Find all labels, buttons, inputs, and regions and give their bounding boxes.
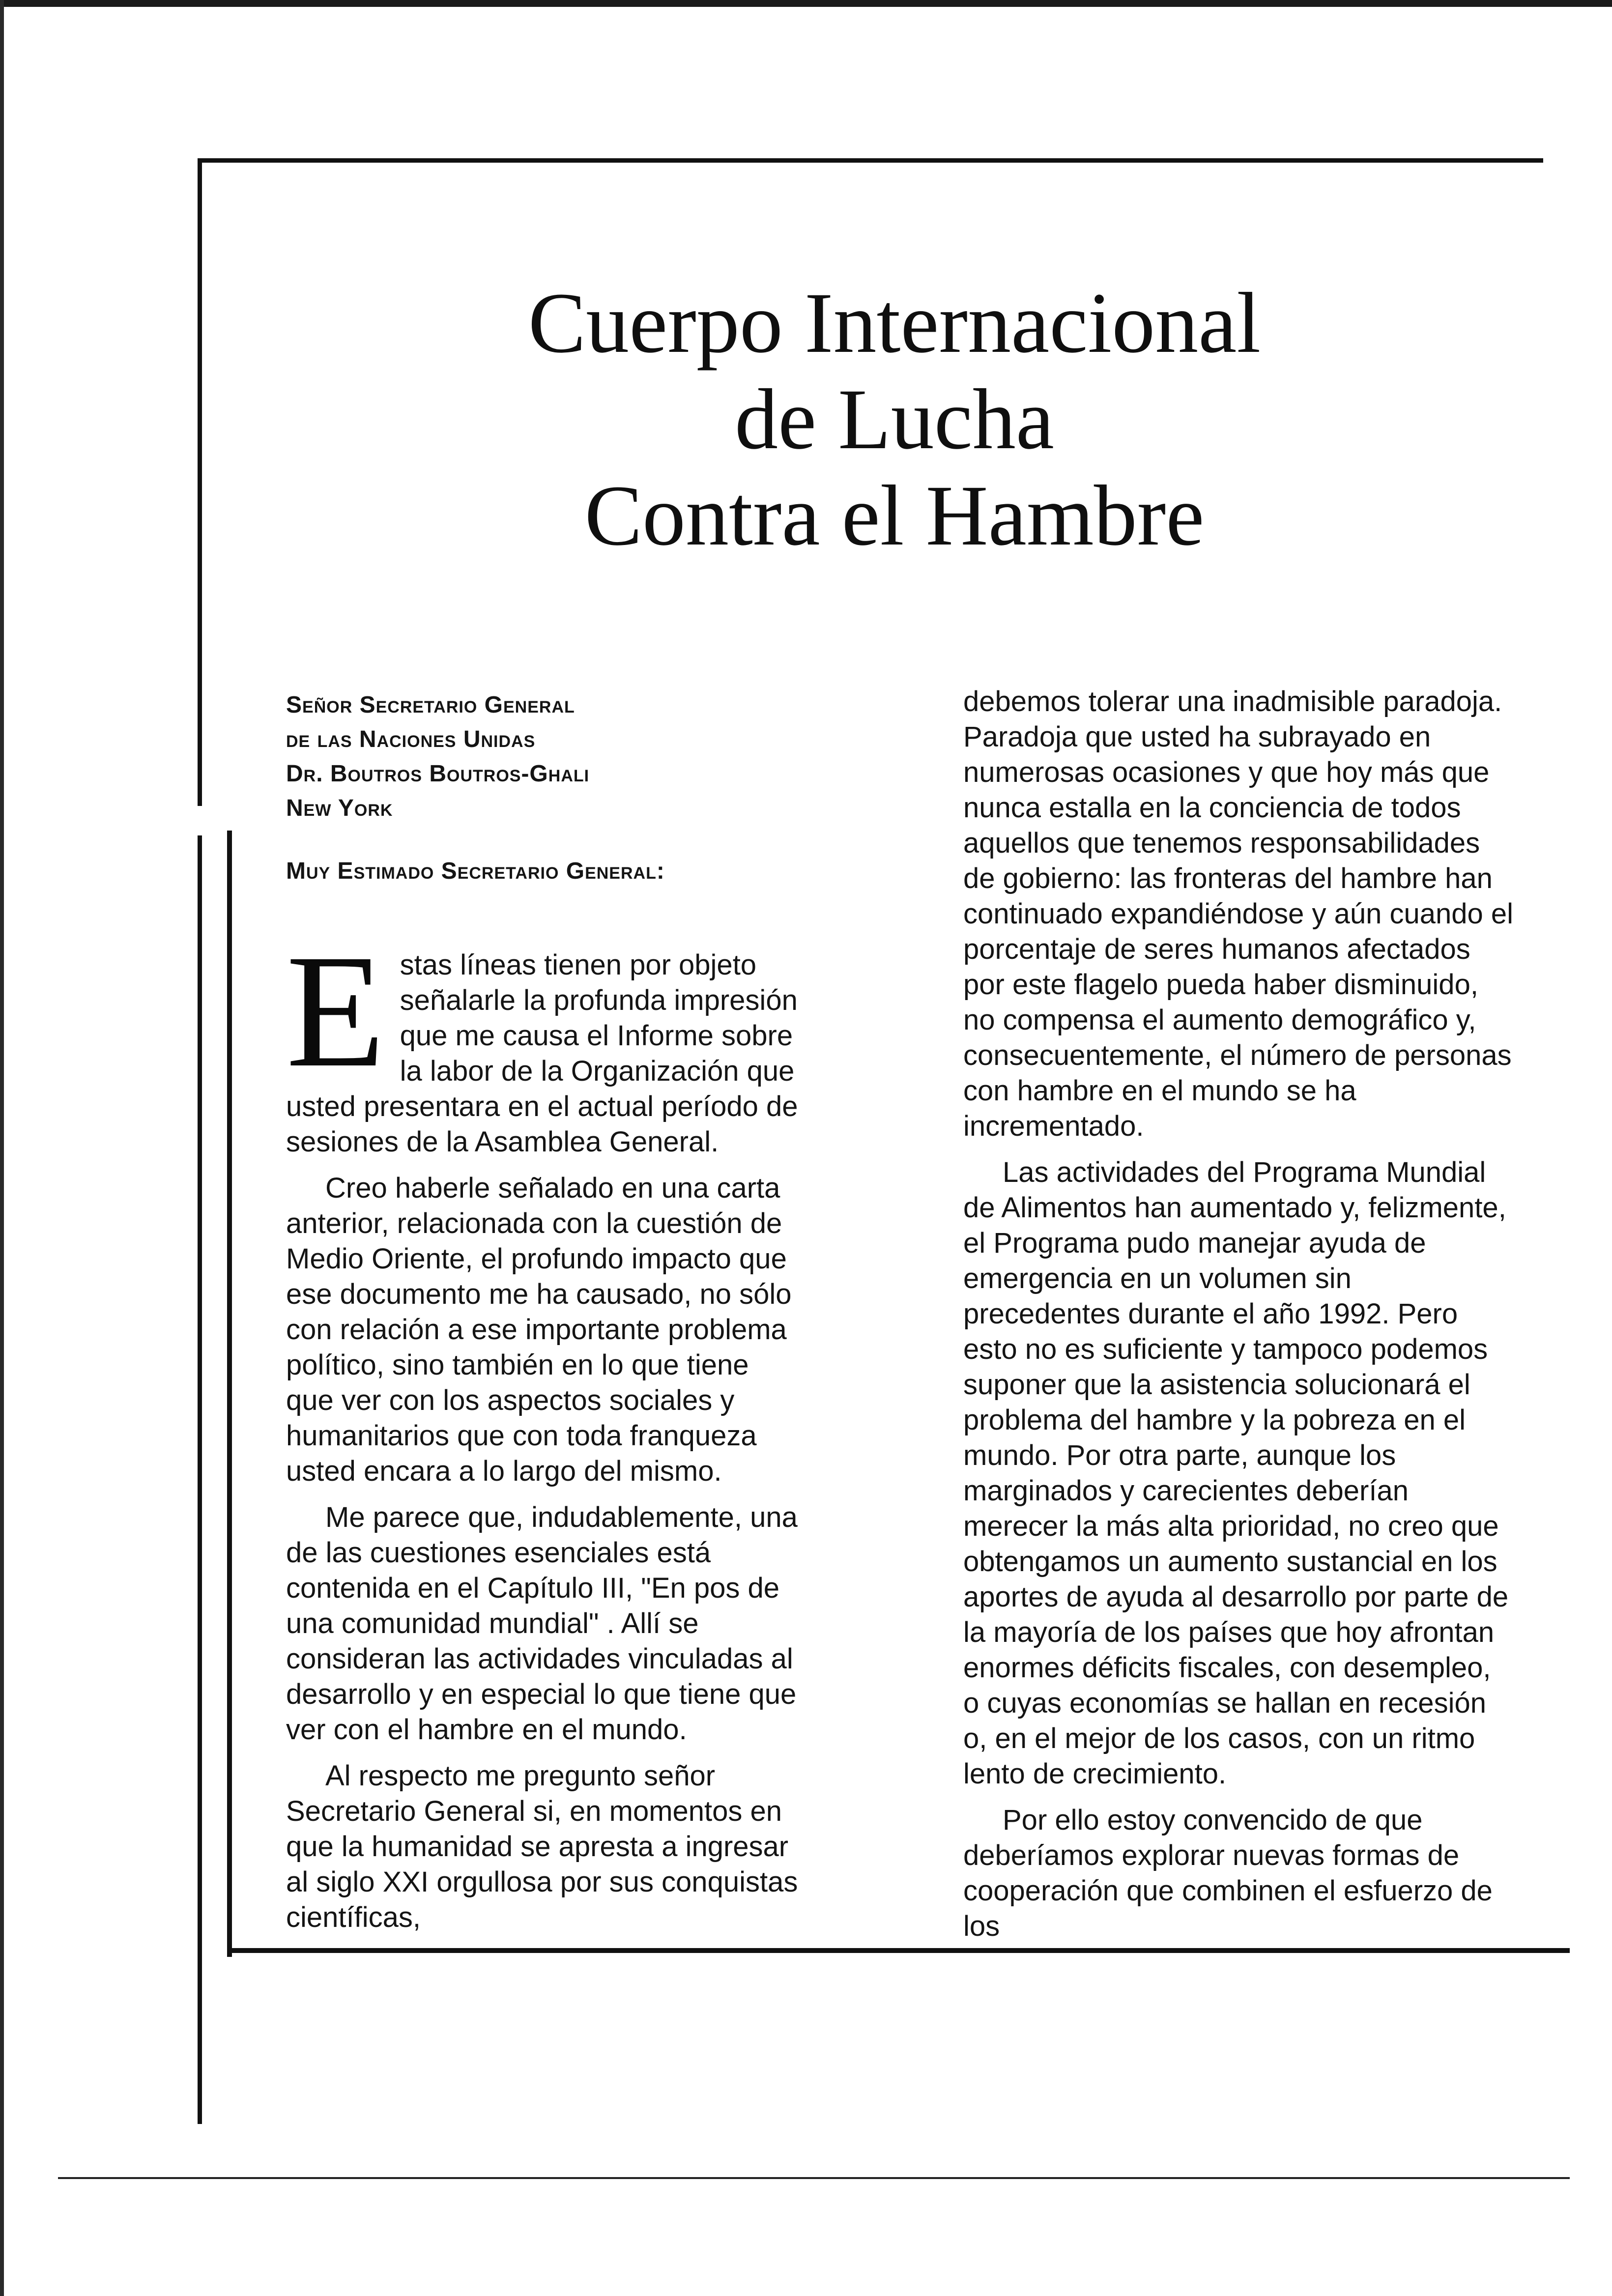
title-line-2: de Lucha xyxy=(735,372,1054,467)
scan-left-edge xyxy=(0,0,4,2296)
frame-left-lower-rule xyxy=(227,831,232,1957)
addressee-line-2: de las Naciones Unidas xyxy=(286,726,536,752)
page-title xyxy=(344,275,1445,564)
frame-top-rule xyxy=(198,158,1543,163)
addressee-line-3: Dr. Boutros Boutros-Ghali xyxy=(286,761,590,787)
left-column xyxy=(286,688,802,1946)
paragraph-1 xyxy=(286,921,802,1160)
paragraph-3: Me parece que, indudablemente, una de las cuestiones esenciales está contenida en el Capítulo III, "En pos de una comunidad mundial" . Allí se consideran las actividades vinculadas al desarrollo y en especial lo que tiene que ver con el hambre en el mundo. xyxy=(286,1501,798,1746)
title-line-3: Contra el Hambre xyxy=(584,468,1205,564)
frame-left-rule xyxy=(198,158,202,2124)
paragraph-6: Por ello estoy convencido de que deberíamos explorar nuevas formas de cooperación que combinen el esfuerzo de los xyxy=(963,1804,1493,1942)
paragraph-4-continued: debemos tolerar una inadmisible paradoja. Paradoja que usted ha subrayado en numerosas ocasiones y que hoy más que nunca estalla en la conciencia de todos aquellos que tenemos responsabilidades de gobierno: las fronteras del hambre han continuado expandiéndose y aún cuando el porcentaje de seres humanos afectados por este flagelo pueda haber disminuido, no compensa el aumento demográfico y, consecuentemente, el número de personas con hambre en el mundo se ha incrementado. xyxy=(963,686,1514,1142)
right-column xyxy=(963,684,1514,1955)
paragraph-5: Las actividades del Programa Mundial de Alimentos han aumentado y, felizmente, el Programa pudo manejar ayuda de emergencia en un volumen sin precedentes durante el año 1992. Pero esto no es suficiente y tampoco podemos suponer que la asistencia solucionará el problema del hambre y la pobreza en el mundo. Por otra parte, aunque los marginados y carecientes deberían merecer la más alta prioridad, no creo que obtengamos un aumento sustancial en los aportes de ayuda al desarrollo por parte de la mayoría de los países que hoy afrontan enormes déficits fiscales, con desempleo, o cuyas economías se hallan en recesión o, en el mejor de los casos, con un ritmo lento de crecimiento. xyxy=(963,1156,1509,1790)
footer-rule xyxy=(58,2177,1570,2179)
salutation: Muy Estimado Secretario General: xyxy=(286,858,665,884)
paragraph-2: Creo haberle señalado en una carta anterior, relacionada con la cuestión de Medio Oriente, el profundo impacto que ese documento me ha causado, no sólo con relación a ese importante problema político, sino también en lo que tiene que ver con los aspectos sociales y humanitarios que con toda franqueza usted encara a lo largo del mismo. xyxy=(286,1172,792,1487)
title-line-1: Cuerpo Internacional xyxy=(528,275,1261,371)
addressee-block xyxy=(286,688,802,826)
drop-cap: E xyxy=(286,921,385,1101)
paragraph-4: Al respecto me pregunto señor Secretario General si, en momentos en que la humanidad se apresta a ingresar al siglo XXI orgullosa por sus conquistas científicas, xyxy=(286,1760,798,1933)
paragraph-1-text: stas líneas tienen por objeto señalarle la profunda impresión que me causa el Informe sobre la labor de la Organización que usted presentara en el actual período de sesiones de la Asamblea General. xyxy=(286,949,798,1158)
scan-top-edge xyxy=(0,0,1612,7)
addressee-line-4: New York xyxy=(286,795,393,821)
addressee-line-1: Señor Secretario General xyxy=(286,692,575,718)
